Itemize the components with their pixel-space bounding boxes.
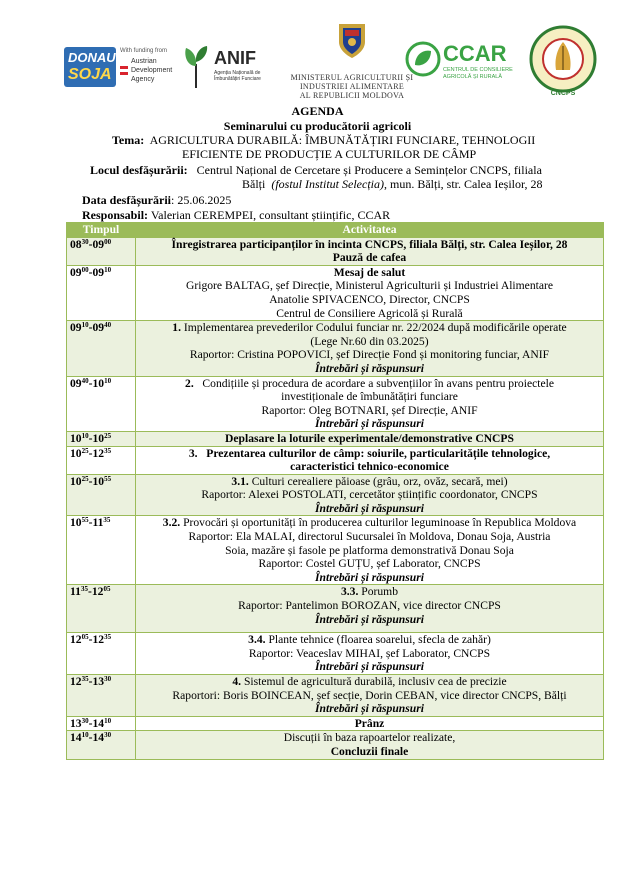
cncps-name: CNCPS: [550, 90, 576, 97]
time-cell: $12^{05}-12^{35}$: [67, 633, 136, 675]
data-block: [82, 193, 231, 208]
col-header-time: Timpul: [67, 223, 136, 238]
locul-line-2c: , mun. Bălți, str. Calea Ieșilor, 28: [384, 177, 543, 191]
responsabil-value: Valerian CEREMPEI, consultant științific, CCAR: [150, 208, 391, 222]
table-row: [67, 321, 604, 376]
tema-line-1: AGRICULTURA DURABILĂ: ÎMBUNĂTĂȚIRI FUNCIARE, TEHNOLOGII: [149, 133, 536, 147]
locul-label: Locul desfășurării:: [90, 163, 188, 177]
activity-cell: 3.2. Provocări și oportunități în producerea culturilor leguminoase în Republica Moldova Raportor: Ela MALAI, directorul Sucursalei în Moldova, Donau Soja, Austria Soia, mazăre și fasole pe platforma demonstrativă Donau Soja Raportor: Costel GUȚU, șef Laborator, CNCPS Întrebări și răspunsuri: [136, 516, 604, 585]
table-row: [67, 633, 604, 675]
tema-label: Tema:: [112, 133, 145, 147]
cncps-logo: [528, 24, 598, 100]
ministry-line: AL REPUBLICII MOLDOVA: [299, 91, 405, 100]
donau-soja-line2: SOJA: [68, 66, 112, 83]
data-value: : 25.06.2025: [171, 193, 232, 207]
donau-soja-logo: [64, 47, 116, 87]
cncps-seal-icon: [528, 24, 598, 100]
seminar-title: Seminarului cu producătorii agricoli: [223, 119, 412, 133]
ada-name-line: Development: [131, 67, 173, 74]
time-cell: $10^{25}-12^{35}$: [67, 446, 136, 474]
locul-block: [90, 163, 610, 191]
locul-line-2b: (fostul Institut Selecția): [271, 177, 384, 191]
time-cell: $10^{55}-11^{35}$: [67, 516, 136, 585]
logo-bar: [0, 14, 635, 106]
austria-flag-icon: [120, 66, 128, 75]
activity-cell: 3.1. Culturi cerealiere păioase (grâu, orz, ovăz, secară, mei) Raportor: Alexei POSTOLATI, cercetător științific coordonator, CNCPS Întrebări și răspunsuri: [136, 474, 604, 516]
locul-line-2a: Bălți: [242, 177, 266, 191]
activity-cell: Prânz: [136, 716, 604, 731]
sprout-icon: [182, 44, 210, 90]
ccar-subtitle-line: AGRICOLĂ ȘI RURALĂ: [443, 74, 502, 80]
ccar-name: CCAR: [443, 41, 507, 66]
ccar-leaf-icon: [405, 41, 441, 77]
table-row: [67, 585, 604, 633]
col-header-activity: Activitatea: [136, 223, 604, 238]
table-row: [67, 376, 604, 431]
donau-soja-line1: DONAU: [68, 50, 116, 65]
table-row: [67, 675, 604, 717]
data-label: Data desfășurării: [82, 193, 171, 207]
coat-of-arms-icon: [335, 18, 369, 60]
anif-subtitle: Agenția Națională de Îmbunătățiri Funciare: [214, 70, 261, 82]
responsabil-block: [82, 208, 390, 223]
time-cell: $14^{10}-14^{30}$: [67, 731, 136, 759]
time-cell: $10^{10}-10^{25}$: [67, 431, 136, 446]
activity-cell: 2. Condițiile și procedura de acordare a subvențiilor în avans pentru proiectele investiționale de îmbunătățiri funciare Raportor: Oleg BOTNARI, șef Direcție, ANIF Întrebări și răspunsuri: [136, 376, 604, 431]
anif-name: ANIF: [214, 48, 256, 68]
activity-cell: 3.3. Porumb Raportor: Pantelimon BOROZAN, vice director CNCPS Întrebări și răspunsuri: [136, 585, 604, 633]
table-row: [67, 237, 604, 265]
table-row: [67, 446, 604, 474]
responsabil-label: Responsabil:: [82, 208, 149, 222]
activity-cell: 3.4. Plante tehnice (floarea soarelui, sfecla de zahăr) Raportor: Veaceslav MIHAI, șef Laborator, CNCPS Întrebări și răspunsuri: [136, 633, 604, 675]
ada-name-line: Austrian: [131, 58, 157, 65]
ministry-line: INDUSTRIEI ALIMENTARE: [299, 82, 405, 91]
ada-logo: [120, 48, 180, 84]
time-cell: $12^{35}-13^{30}$: [67, 675, 136, 717]
time-cell: $09^{10}-09^{40}$: [67, 321, 136, 376]
ccar-subtitle-line: CENTRUL DE CONSILIERE: [443, 67, 513, 73]
time-cell: $09^{00}-09^{10}$: [67, 265, 136, 320]
activity-cell: Mesaj de salut Grigore BALTAG, șef Direcție, Ministerul Agriculturii și Industriei Alimentare Anatolie SPIVACENCO, Director, CNCPS Centrul de Consiliere Agricolă și Rurală: [136, 265, 604, 320]
locul-line-1: Centrul Național de Cercetare și Producere a Semințelor CNCPS, filiala: [196, 163, 542, 177]
table-row: [67, 431, 604, 446]
activity-cell: Înregistrarea participanților în incinta CNCPS, filiala Bălți, str. Calea Ieșilor, 28 Pauză de cafea: [136, 237, 604, 265]
tema-block: [112, 133, 582, 161]
agenda-table: [66, 222, 604, 760]
time-cell: $09^{40}-10^{10}$: [67, 376, 136, 431]
time-cell: $13^{30}-14^{10}$: [67, 716, 136, 731]
tema-line-2: EFICIENTE DE PRODUCȚIE A CULTURILOR DE CÂMP: [182, 147, 477, 161]
time-cell: $11^{35}-12^{05}$: [67, 585, 136, 633]
ada-name-line: Agency: [131, 76, 155, 83]
table-row: [67, 716, 604, 731]
activity-cell: Discuții în baza rapoartelor realizate, Concluzii finale: [136, 731, 604, 759]
activity-cell: 3. Prezentarea culturilor de câmp: soiurile, particularitățile tehnologice, caracteristici tehnico-economice: [136, 446, 604, 474]
activity-cell: 4. Sistemul de agricultură durabilă, inclusiv cea de precizie Raportori: Boris BOINCEAN, șef secție, Dorin CEBAN, vice director CNCPS, Bălți Întrebări și răspunsuri: [136, 675, 604, 717]
activity-cell: Deplasare la loturile experimentale/demonstrative CNCPS: [136, 431, 604, 446]
ministry-line: MINISTERUL AGRICULTURII ȘI: [290, 73, 414, 82]
table-row: [67, 731, 604, 759]
time-cell: $10^{25}-10^{55}$: [67, 474, 136, 516]
table-row: [67, 474, 604, 516]
table-row: [67, 265, 604, 320]
time-cell: $08^{30}-09^{00}$: [67, 237, 136, 265]
ada-funding-text: With funding from: [120, 48, 168, 54]
activity-cell: 1. Implementarea prevederilor Codului funciar nr. 22/2024 după modificările operate (Lege Nr.60 din 03.2025) Raportor: Cristina POPOVICI, șef Direcție Fond și monitoring funciar, ANIF Întrebări și răspunsuri: [136, 321, 604, 376]
table-row: [67, 516, 604, 585]
agenda-title: AGENDA: [291, 104, 344, 118]
